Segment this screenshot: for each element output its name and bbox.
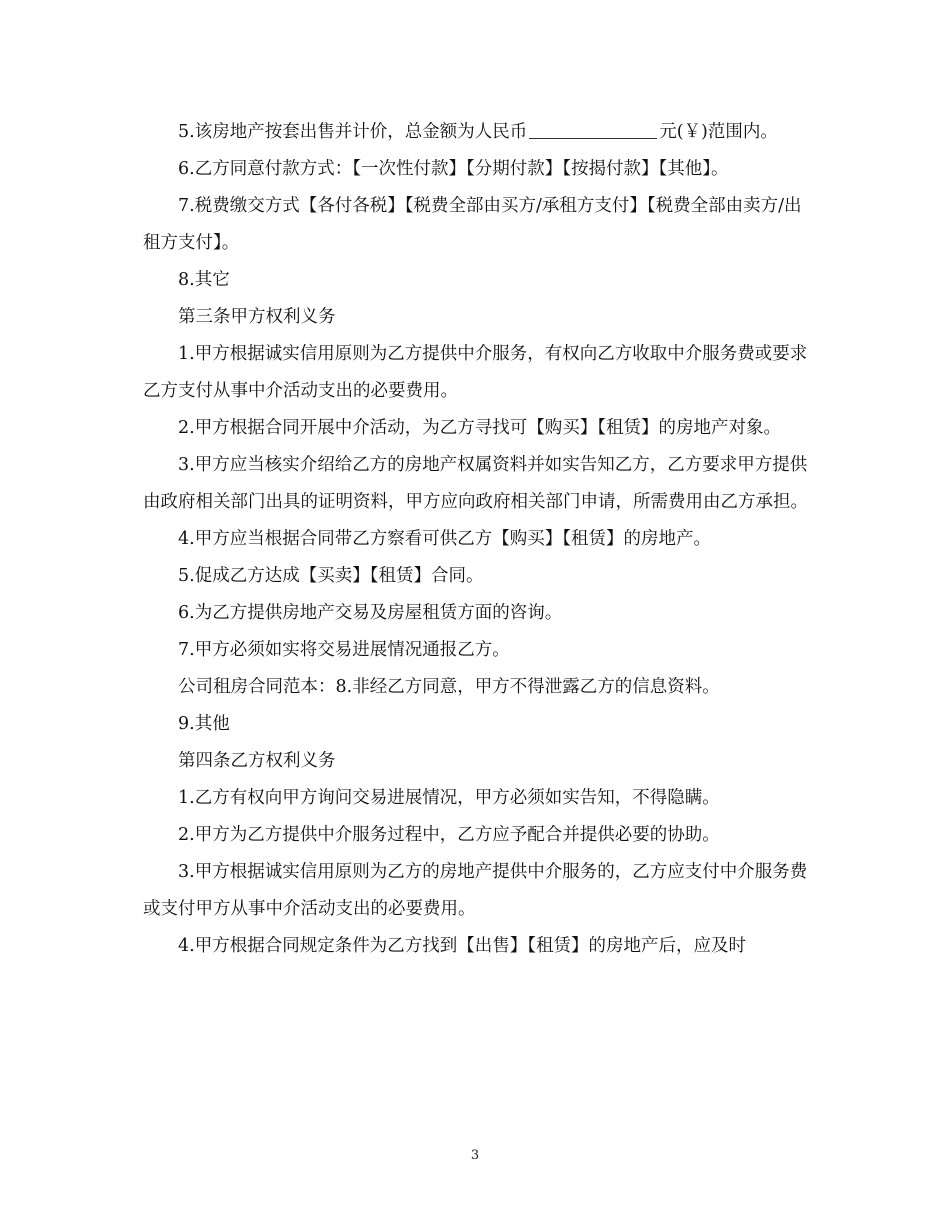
paragraph-party-b-2: 2.甲方为乙方提供中介服务过程中，乙方应予配合并提供必要的协助。 xyxy=(178,825,720,845)
paragraph-payment-method: 6.乙方同意付款方式：【一次性付款】【分期付款】【按揭付款】【其他】。 xyxy=(178,159,729,179)
paragraph-party-a-7: 7.甲方必须如实将交易进展情况通报乙方。 xyxy=(178,640,510,660)
paragraph-tax-payment: 7.税费缴交方式【各付各税】【税费全部由买方/承租方支付】【税费全部由卖方/出租方支付】。 xyxy=(143,196,802,253)
paragraph-party-a-2: 2.甲方根据合同开展中介活动，为乙方寻找可【购买】【租赁】的房地产对象。 xyxy=(178,418,781,438)
paragraph-other: 8.其它 xyxy=(178,270,230,290)
paragraph-party-a-4: 4.甲方应当根据合同带乙方察看可供乙方【购买】【租赁】的房地产。 xyxy=(178,529,711,549)
paragraph-party-a-8: 公司租房合同范本：8.非经乙方同意，甲方不得泄露乙方的信息资料。 xyxy=(178,677,720,697)
paragraph-party-a-3: 3.甲方应当核实介绍给乙方的房地产权属资料并如实告知乙方，乙方要求甲方提供由政府相关部门出具的证明资料，甲方应向政府相关部门申请，所需费用由乙方承担。 xyxy=(143,455,808,512)
paragraph-text: 5.该房地产按套出售并计价，总金额为人民币 xyxy=(178,122,528,142)
paragraph-party-b-4: 4.甲方根据合同规定条件为乙方找到【出售】【租赁】的房地产后，应及时 xyxy=(178,936,746,956)
paragraph-party-a-5: 5.促成乙方达成【买卖】【租赁】合同。 xyxy=(178,566,484,586)
paragraph-party-a-1: 1.甲方根据诚实信用原则为乙方提供中介服务，有权向乙方收取中介服务费或要求乙方支付从事中介活动支出的必要费用。 xyxy=(143,344,808,401)
amount-blank-line xyxy=(529,120,657,139)
paragraph-party-a-6: 6.为乙方提供房地产交易及房屋租赁方面的咨询。 xyxy=(178,603,563,623)
paragraph-party-a-9: 9.其他 xyxy=(178,714,230,734)
section-heading-party-a: 第三条甲方权利义务 xyxy=(178,307,336,327)
paragraph-party-b-3: 3.甲方根据诚实信用原则为乙方的房地产提供中介服务的，乙方应支付中介服务费或支付甲方从事中介活动支出的必要费用。 xyxy=(143,862,808,919)
paragraph-text: 元(￥)范围内。 xyxy=(659,122,778,142)
section-heading-party-b: 第四条乙方权利义务 xyxy=(178,751,336,771)
paragraph-party-b-1: 1.乙方有权向甲方询问交易进展情况，甲方必须如实告知，不得隐瞒。 xyxy=(178,788,720,808)
paragraph-total-price xyxy=(143,114,808,151)
document-body xyxy=(143,114,808,965)
page-number: 3 xyxy=(470,1148,480,1163)
